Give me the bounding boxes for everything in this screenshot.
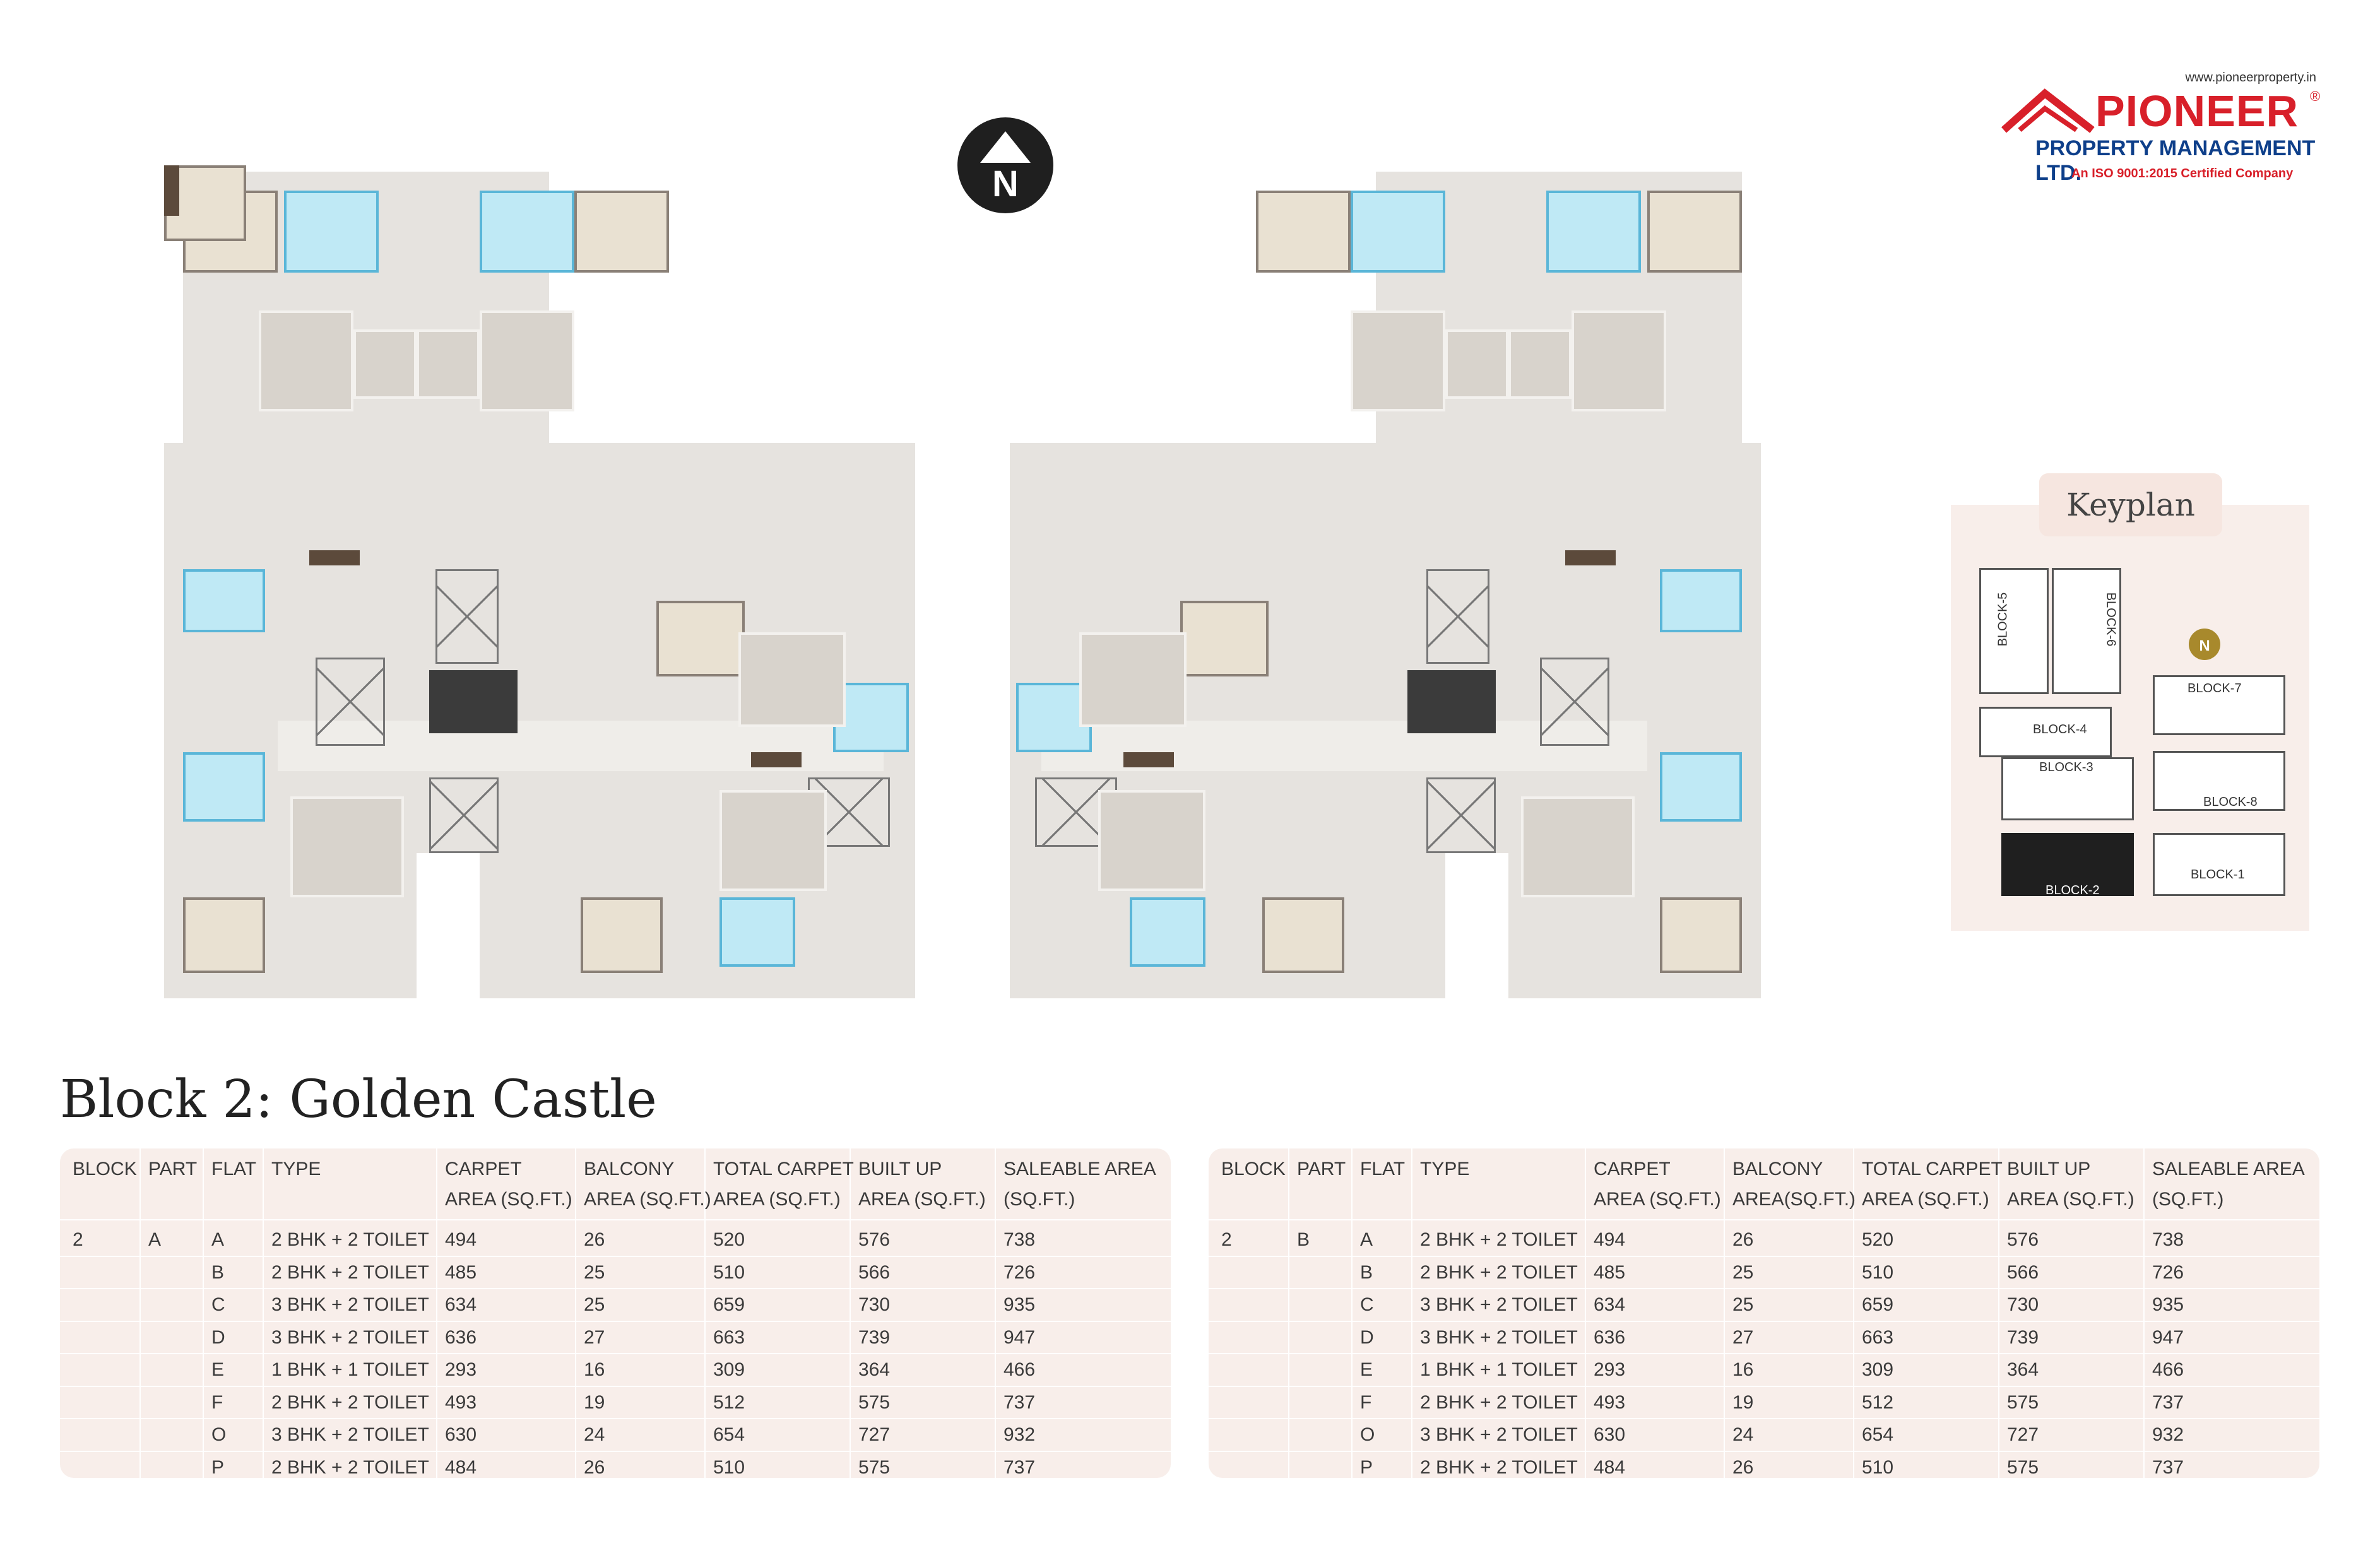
table-cell: 2 BHK + 2 TOILET <box>1420 1391 1578 1413</box>
table-cell: 24 <box>1732 1424 1754 1445</box>
table-cell: 493 <box>445 1391 477 1413</box>
table-cell: 510 <box>713 1456 745 1478</box>
table-header-divider <box>1209 1219 2319 1220</box>
table-cell: 932 <box>2152 1424 2184 1445</box>
shaft <box>429 777 499 853</box>
table-cell: 494 <box>445 1229 477 1250</box>
table-row <box>1209 1289 2319 1322</box>
table-cell: B <box>1360 1261 1373 1283</box>
table-cell: F <box>1360 1391 1372 1413</box>
sofa <box>164 165 179 216</box>
table-row <box>60 1322 1171 1355</box>
table-cell: 484 <box>445 1456 477 1478</box>
table-cell: 630 <box>1594 1424 1626 1445</box>
table-cell: 26 <box>584 1229 605 1250</box>
table-cell: 3 BHK + 2 TOILET <box>271 1424 429 1445</box>
table-header-cell: PART <box>1297 1159 1346 1179</box>
table-cell: 19 <box>584 1391 605 1413</box>
table-cell: 1 BHK + 1 TOILET <box>271 1359 429 1380</box>
kitchen <box>1508 329 1572 399</box>
living-dining <box>1098 790 1205 891</box>
keyplan-label: BLOCK-4 <box>2033 723 2087 736</box>
table-cell: 2 BHK + 2 TOILET <box>1420 1261 1578 1283</box>
bedroom <box>574 191 669 273</box>
table-cell: 730 <box>2007 1294 2039 1315</box>
table-header-cell: AREA (SQ.FT.) <box>445 1189 572 1210</box>
table-cell: 16 <box>1732 1359 1754 1380</box>
passenger-lift <box>429 670 518 733</box>
table-header-cell: (SQ.FT.) <box>2152 1189 2224 1210</box>
table-cell: 3 BHK + 2 TOILET <box>1420 1294 1578 1315</box>
bedroom <box>1660 569 1742 632</box>
table-cell: C <box>211 1294 225 1315</box>
passenger-lift <box>1407 670 1496 733</box>
table-cell: A <box>1360 1229 1373 1250</box>
table-cell: 739 <box>2007 1326 2039 1348</box>
table-header-cell: (SQ.FT.) <box>1004 1189 1075 1210</box>
table-row <box>60 1387 1171 1420</box>
area-table-part-a <box>60 1148 1171 1478</box>
table-cell: 2 BHK + 2 TOILET <box>1420 1229 1578 1250</box>
table-cell: 485 <box>445 1261 477 1283</box>
bedroom <box>1130 897 1205 967</box>
table-header-cell: AREA (SQ.FT.) <box>858 1189 986 1210</box>
sofa <box>751 752 802 767</box>
table-cell: 26 <box>584 1456 605 1478</box>
table-cell: A <box>211 1229 225 1250</box>
table-row <box>1209 1354 2319 1387</box>
table-row <box>1209 1452 2319 1479</box>
keyplan-label: BLOCK-5 <box>1996 592 2010 647</box>
table-cell: 663 <box>1862 1326 1894 1348</box>
table-cell: C <box>1360 1294 1374 1315</box>
table-cell: 575 <box>858 1456 891 1478</box>
table-header-cell: AREA (SQ.FT.) <box>584 1189 711 1210</box>
area-table-part-b <box>1209 1148 2319 1478</box>
table-row <box>60 1452 1171 1479</box>
table-cell: 520 <box>713 1229 745 1250</box>
table-cell: 484 <box>1594 1456 1626 1478</box>
table-row <box>60 1419 1171 1452</box>
table-cell: 2 BHK + 2 TOILET <box>271 1229 429 1250</box>
sofa <box>309 550 360 565</box>
table-cell: 3 BHK + 2 TOILET <box>1420 1424 1578 1445</box>
table-cell: 309 <box>1862 1359 1894 1380</box>
table-cell: 935 <box>2152 1294 2184 1315</box>
keyplan-label: BLOCK-3 <box>2039 760 2093 774</box>
keyplan-label: BLOCK-2 <box>2045 883 2100 897</box>
table-cell: 663 <box>713 1326 745 1348</box>
table-cell: 566 <box>858 1261 891 1283</box>
table-cell: F <box>211 1391 223 1413</box>
table-header-cell: FLAT <box>1360 1159 1406 1179</box>
table-row <box>1209 1322 2319 1355</box>
table-row <box>1209 1419 2319 1452</box>
table-cell: 947 <box>2152 1326 2184 1348</box>
table-header-cell: TOTAL CARPET <box>1862 1159 2003 1179</box>
living-dining <box>290 796 404 897</box>
table-cell: 575 <box>858 1391 891 1413</box>
table-cell: B <box>211 1261 225 1283</box>
bedroom <box>1256 191 1351 273</box>
table-header-divider <box>60 1219 1171 1220</box>
table-cell: 576 <box>858 1229 891 1250</box>
keyplan-label: BLOCK-8 <box>2203 795 2258 809</box>
table-cell: 727 <box>2007 1424 2039 1445</box>
house-roof-icon <box>2001 86 2095 136</box>
table-cell: O <box>1360 1424 1375 1445</box>
table-header-cell: TYPE <box>271 1159 321 1179</box>
table-header-cell: AREA (SQ.FT.) <box>1862 1189 1989 1210</box>
bedroom <box>656 601 745 676</box>
table-cell: 512 <box>1862 1391 1894 1413</box>
table-cell: 19 <box>1732 1391 1754 1413</box>
table-cell: 737 <box>2152 1391 2184 1413</box>
table-cell: 566 <box>2007 1261 2039 1283</box>
table-header-cell: PART <box>148 1159 198 1179</box>
table-row <box>60 1289 1171 1322</box>
table-cell: 634 <box>445 1294 477 1315</box>
table-cell: 727 <box>858 1424 891 1445</box>
brand-subtitle: PROPERTY MANAGEMENT LTD. <box>2035 136 2316 185</box>
keyplan-title: Keyplan <box>2039 473 2222 536</box>
table-cell: 730 <box>858 1294 891 1315</box>
sofa <box>1123 752 1174 767</box>
table-cell: 738 <box>1004 1229 1036 1250</box>
table-cell: 947 <box>1004 1326 1036 1348</box>
shaft <box>1426 569 1489 664</box>
bedroom <box>1351 191 1445 273</box>
table-cell: D <box>211 1326 225 1348</box>
living-dining <box>259 310 353 411</box>
registered-mark: ® <box>2310 88 2321 104</box>
table-cell: 2 BHK + 2 TOILET <box>271 1261 429 1283</box>
table-cell: 634 <box>1594 1294 1626 1315</box>
kitchen <box>353 329 417 399</box>
bedroom <box>183 569 265 632</box>
keyplan-north-icon: N <box>2189 629 2220 660</box>
keyplan-panel <box>1951 487 2309 931</box>
table-cell: 364 <box>858 1359 891 1380</box>
table-cell: 738 <box>2152 1229 2184 1250</box>
table-cell: 737 <box>1004 1456 1036 1478</box>
shaft <box>316 658 385 746</box>
table-header-cell: BUILT UP <box>858 1159 942 1179</box>
shaft <box>1426 777 1496 853</box>
table-cell: 737 <box>2152 1456 2184 1478</box>
table-header-cell: BALCONY <box>1732 1159 1823 1179</box>
table-row <box>60 1354 1171 1387</box>
table-cell: 659 <box>713 1294 745 1315</box>
brand-name: PIONEER <box>2095 86 2299 136</box>
table-row <box>1209 1224 2319 1257</box>
living-dining <box>480 310 574 411</box>
table-cell: 935 <box>1004 1294 1036 1315</box>
table-cell: 636 <box>1594 1326 1626 1348</box>
table-header-cell: BLOCK <box>73 1159 137 1179</box>
table-cell: 1 BHK + 1 TOILET <box>1420 1359 1578 1380</box>
table-cell: 575 <box>2007 1391 2039 1413</box>
table-header-cell: BLOCK <box>1221 1159 1286 1179</box>
table-cell: 2 BHK + 2 TOILET <box>271 1456 429 1478</box>
table-row <box>60 1257 1171 1290</box>
table-cell: 26 <box>1732 1229 1754 1250</box>
bedroom <box>1180 601 1269 676</box>
bedroom <box>719 897 795 967</box>
table-cell: 293 <box>445 1359 477 1380</box>
certification-text: An ISO 9001:2015 Certified Company <box>2071 167 2294 180</box>
table-cell: 726 <box>2152 1261 2184 1283</box>
table-cell: 575 <box>2007 1456 2039 1478</box>
bedroom <box>1660 752 1742 822</box>
bedroom <box>1262 897 1344 973</box>
table-cell: 25 <box>1732 1294 1754 1315</box>
table-cell: B <box>1297 1229 1310 1250</box>
website-text: www.pioneerproperty.in <box>2185 71 2316 85</box>
table-header-cell: BALCONY <box>584 1159 675 1179</box>
table-cell: 27 <box>1732 1326 1754 1348</box>
table-header-cell: AREA (SQ.FT.) <box>1594 1189 1721 1210</box>
table-cell: 659 <box>1862 1294 1894 1315</box>
sofa <box>1565 550 1616 565</box>
keyplan-block-5 <box>1979 568 2049 694</box>
table-cell: 654 <box>1862 1424 1894 1445</box>
table-header-cell: SALEABLE AREA <box>2152 1159 2305 1179</box>
living-dining <box>1351 310 1445 411</box>
table-header-cell: AREA (SQ.FT.) <box>2007 1189 2134 1210</box>
table-cell: 25 <box>584 1294 605 1315</box>
table-cell: 2 <box>1221 1229 1232 1250</box>
table-cell: A <box>148 1229 162 1250</box>
table-cell: O <box>211 1424 227 1445</box>
shaft <box>1540 658 1609 746</box>
table-cell: D <box>1360 1326 1374 1348</box>
table-cell: 932 <box>1004 1424 1036 1445</box>
table-row <box>60 1224 1171 1257</box>
bedroom <box>284 191 379 273</box>
table-cell: 630 <box>445 1424 477 1445</box>
living-dining <box>1521 796 1635 897</box>
north-compass-icon <box>957 117 1053 213</box>
bedroom <box>183 897 265 973</box>
table-cell: P <box>1360 1456 1373 1478</box>
table-cell: 510 <box>1862 1261 1894 1283</box>
table-cell: 16 <box>584 1359 605 1380</box>
keyplan-block-1 <box>2153 833 2285 896</box>
keyplan-label: BLOCK-7 <box>2188 682 2242 695</box>
table-header-cell: BUILT UP <box>2007 1159 2091 1179</box>
living-dining <box>738 632 846 727</box>
table-cell: 726 <box>1004 1261 1036 1283</box>
table-cell: P <box>211 1456 225 1478</box>
table-cell: 3 BHK + 2 TOILET <box>1420 1326 1578 1348</box>
bedroom <box>183 752 265 822</box>
table-cell: 636 <box>445 1326 477 1348</box>
block-title: Block 2: Golden Castle <box>60 1070 657 1130</box>
floor-plan-part-b <box>1010 165 1761 998</box>
kitchen <box>417 329 480 399</box>
bedroom <box>581 897 663 973</box>
table-cell: 25 <box>1732 1261 1754 1283</box>
table-row <box>1209 1387 2319 1420</box>
table-header-cell: CARPET <box>1594 1159 1671 1179</box>
table-cell: 510 <box>713 1261 745 1283</box>
table-cell: 27 <box>584 1326 605 1348</box>
north-label: N <box>992 163 1019 204</box>
table-cell: E <box>1360 1359 1373 1380</box>
table-cell: 364 <box>2007 1359 2039 1380</box>
floor-plan-part-a <box>164 165 915 998</box>
table-cell: 466 <box>2152 1359 2184 1380</box>
table-cell: 466 <box>1004 1359 1036 1380</box>
table-cell: 309 <box>713 1359 745 1380</box>
bedroom <box>480 191 574 273</box>
table-cell: E <box>211 1359 225 1380</box>
table-header-cell: AREA (SQ.FT.) <box>713 1189 841 1210</box>
bedroom <box>1546 191 1641 273</box>
table-cell: 654 <box>713 1424 745 1445</box>
table-cell: 3 BHK + 2 TOILET <box>271 1294 429 1315</box>
table-cell: 493 <box>1594 1391 1626 1413</box>
table-cell: 2 <box>73 1229 83 1250</box>
table-cell: 2 BHK + 2 TOILET <box>1420 1456 1578 1478</box>
table-header-cell: CARPET <box>445 1159 522 1179</box>
table-cell: 3 BHK + 2 TOILET <box>271 1326 429 1348</box>
table-cell: 485 <box>1594 1261 1626 1283</box>
table-cell: 512 <box>713 1391 745 1413</box>
bedroom <box>1647 191 1742 273</box>
north-arrow-icon <box>980 131 1031 163</box>
table-header-cell: TYPE <box>1420 1159 1470 1179</box>
table-row <box>1209 1257 2319 1290</box>
keyplan-label: BLOCK-6 <box>2104 592 2118 647</box>
table-cell: 739 <box>858 1326 891 1348</box>
table-cell: 2 BHK + 2 TOILET <box>271 1391 429 1413</box>
table-cell: 576 <box>2007 1229 2039 1250</box>
pioneer-logo <box>2001 71 2329 187</box>
kitchen <box>1445 329 1508 399</box>
table-cell: 737 <box>1004 1391 1036 1413</box>
table-cell: 510 <box>1862 1456 1894 1478</box>
table-header-cell: TOTAL CARPET <box>713 1159 854 1179</box>
table-cell: 25 <box>584 1261 605 1283</box>
table-cell: 494 <box>1594 1229 1626 1250</box>
table-cell: 293 <box>1594 1359 1626 1380</box>
table-cell: 24 <box>584 1424 605 1445</box>
living-dining <box>719 790 827 891</box>
table-header-cell: FLAT <box>211 1159 257 1179</box>
living-dining <box>1079 632 1187 727</box>
table-cell: 26 <box>1732 1456 1754 1478</box>
bedroom <box>1660 897 1742 973</box>
table-header-cell: SALEABLE AREA <box>1004 1159 1156 1179</box>
living-dining <box>1572 310 1666 411</box>
shaft <box>435 569 499 664</box>
keyplan-label: BLOCK-1 <box>2191 868 2245 882</box>
table-cell: 520 <box>1862 1229 1894 1250</box>
table-header-cell: AREA(SQ.FT.) <box>1732 1189 1856 1210</box>
